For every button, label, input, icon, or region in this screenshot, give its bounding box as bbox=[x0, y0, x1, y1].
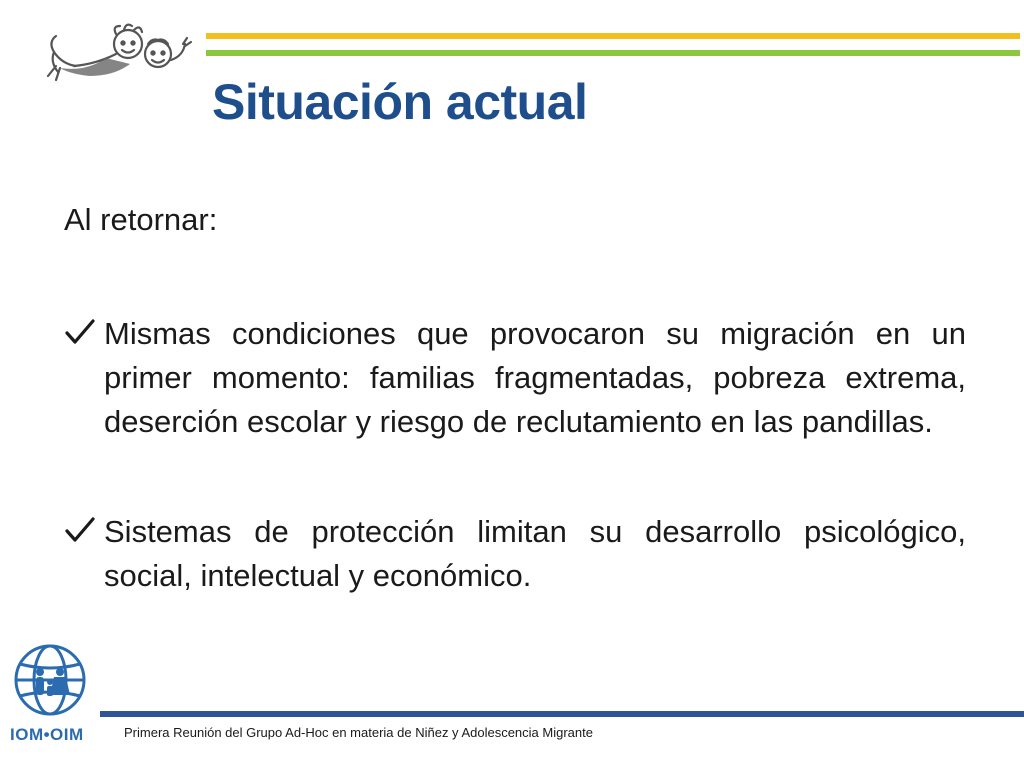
bullet-list bbox=[64, 312, 966, 598]
subheading: Al retornar: bbox=[64, 202, 218, 237]
slide-title: Situación actual bbox=[212, 74, 588, 130]
checkmark-icon bbox=[64, 514, 96, 546]
footer-divider bbox=[100, 711, 1024, 717]
decorative-line-green bbox=[206, 50, 1020, 56]
decorative-line-yellow bbox=[206, 33, 1020, 39]
bullet-text: Sistemas de protección limitan su desarrollo psicológico, social, intelectual y económico. bbox=[104, 514, 966, 593]
bullet-text: Mismas condiciones que provocaron su migración en un primer momento: familias fragmentadas, pobreza extrema, deserción escolar y riesgo de reclutamiento en las pandillas. bbox=[104, 316, 966, 439]
checkmark-icon bbox=[64, 316, 96, 348]
iom-logo-label: IOM•OIM bbox=[10, 725, 84, 744]
list-item bbox=[64, 510, 966, 598]
footer-text: Primera Reunión del Grupo Ad-Hoc en materia de Niñez y Adolescencia Migrante bbox=[124, 725, 593, 740]
list-item bbox=[64, 312, 966, 444]
children-drawing-logo bbox=[36, 22, 196, 92]
iom-globe-logo bbox=[4, 642, 96, 718]
